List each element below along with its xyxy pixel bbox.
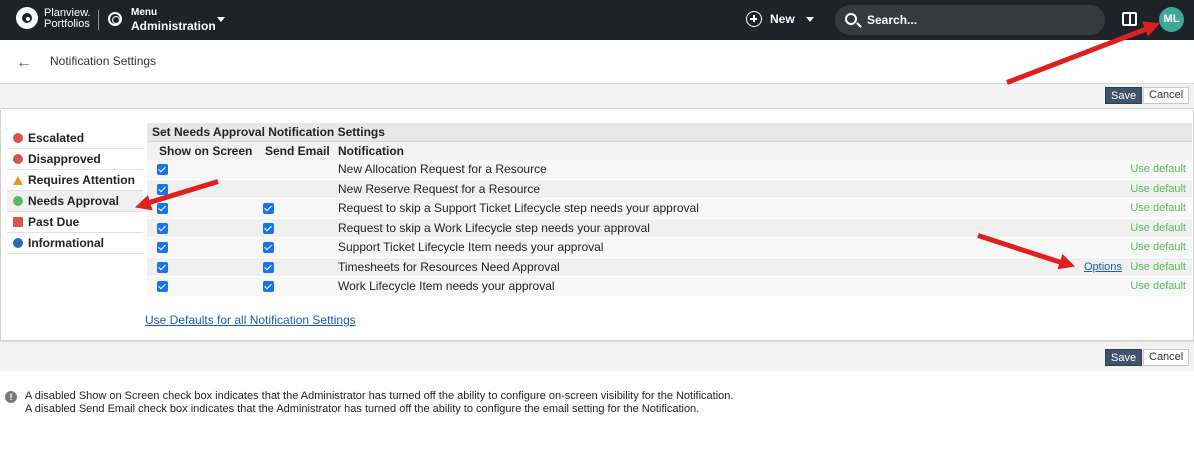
notification-name: Work Lifecycle Item needs your approval: [338, 279, 555, 293]
footer-note-line-2: A disabled Send Email check box indicates that the Administrator has turned off the ability to configure the email setting for the Notification.: [25, 403, 700, 415]
avatar[interactable]: ML: [1159, 7, 1184, 32]
table-header: [147, 142, 1192, 160]
settings-panel: [0, 110, 1194, 341]
use-default-label: Use default: [1130, 221, 1186, 234]
action-bar-bottom: [0, 341, 1194, 371]
table-row: [147, 258, 1192, 278]
escalated-icon: [13, 133, 23, 143]
page-title: Notification Settings: [50, 54, 157, 68]
sidebar-item-label: Requires Attention: [28, 173, 135, 187]
use-default-label: Use default: [1130, 241, 1186, 253]
table-title: Set Needs Approval Notification Settings: [147, 123, 1192, 142]
show-on-screen-checkbox[interactable]: [157, 184, 168, 195]
disapproved-icon: [13, 154, 23, 164]
cancel-button[interactable]: Cancel: [1143, 87, 1189, 104]
gear-icon[interactable]: [108, 12, 122, 26]
chevron-down-icon: [806, 17, 814, 22]
brand-line-2: Portfolios: [44, 18, 90, 30]
show-on-screen-checkbox[interactable]: [157, 223, 168, 234]
use-defaults-link[interactable]: Use Defaults for all Notification Settings: [145, 313, 356, 327]
divider: [98, 10, 99, 30]
use-default-label: Use default: [1130, 202, 1186, 214]
sidebar-item-informational[interactable]: [7, 233, 143, 254]
use-default-label: Use default: [1130, 280, 1186, 292]
notification-name: Timesheets for Resources Need Approval: [338, 259, 560, 274]
cancel-button[interactable]: Cancel: [1143, 349, 1189, 366]
use-default-label: Use default: [1130, 260, 1186, 273]
notification-name: New Reserve Request for a Resource: [338, 181, 541, 196]
table-row: [147, 160, 1192, 180]
notification-name: Request to skip a Support Ticket Lifecycle step needs your approval: [338, 201, 699, 215]
sidebar-item-label: Needs Approval: [28, 194, 119, 208]
show-on-screen-checkbox[interactable]: [157, 242, 168, 253]
top-bar: [0, 0, 1194, 40]
use-default-label: Use default: [1130, 182, 1186, 195]
new-button-label: New: [770, 12, 795, 26]
sidebar-item-past-due[interactable]: [7, 212, 143, 233]
table-row: [147, 219, 1192, 239]
notification-name: New Allocation Request for a Resource: [338, 162, 547, 176]
exclamation-icon: !: [5, 391, 17, 403]
save-button[interactable]: Save: [1105, 349, 1142, 366]
show-on-screen-checkbox[interactable]: [157, 262, 168, 273]
back-arrow-icon[interactable]: ←: [16, 54, 32, 71]
menu-label[interactable]: Menu: [131, 7, 158, 18]
planview-logo-icon[interactable]: [16, 7, 38, 29]
search-input[interactable]: [867, 12, 1087, 28]
send-email-checkbox[interactable]: [263, 203, 274, 214]
notification-name: Support Ticket Lifecycle Item needs your approval: [338, 240, 604, 254]
save-button[interactable]: Save: [1105, 87, 1142, 104]
menu-value[interactable]: Administration: [131, 19, 216, 33]
footer-note-line-1: A disabled Show on Screen check box indicates that the Administrator has turned off the ability to configure on-screen visibility for the Notification.: [25, 390, 734, 402]
send-email-checkbox[interactable]: [263, 262, 274, 273]
show-on-screen-checkbox[interactable]: [157, 203, 168, 214]
sidebar-item-label: Informational: [28, 236, 105, 250]
brand-name[interactable]: [44, 8, 90, 30]
check-circle-icon: [13, 196, 23, 206]
options-link[interactable]: Options: [1084, 260, 1122, 273]
sidebar-item-label: Escalated: [28, 131, 85, 145]
info-icon: [13, 238, 23, 248]
sidebar-item-label: Disapproved: [28, 152, 101, 166]
book-icon[interactable]: [1122, 12, 1137, 26]
calendar-icon: [13, 217, 23, 227]
column-header-notification: Notification: [338, 144, 404, 158]
search-box[interactable]: [835, 5, 1105, 35]
use-default-label: Use default: [1130, 163, 1186, 175]
sidebar-item-requires-attention[interactable]: [7, 170, 143, 191]
action-bar-top: [0, 84, 1194, 109]
category-sidebar: [7, 128, 143, 254]
plus-icon: [746, 11, 762, 27]
brand-line-1: Planview.: [44, 7, 91, 19]
show-on-screen-checkbox[interactable]: [157, 281, 168, 292]
send-email-checkbox[interactable]: [263, 281, 274, 292]
warning-icon: [13, 176, 23, 185]
sidebar-item-disapproved[interactable]: [7, 149, 143, 170]
sidebar-item-needs-approval[interactable]: [7, 191, 143, 212]
search-icon: [845, 13, 857, 25]
sidebar-item-escalated[interactable]: [7, 128, 143, 149]
send-email-checkbox[interactable]: [263, 242, 274, 253]
column-header-show: Show on Screen: [159, 144, 253, 158]
column-header-email: Send Email: [265, 144, 330, 158]
table-row: [147, 277, 1192, 297]
chevron-down-icon[interactable]: [217, 17, 225, 22]
sidebar-item-label: Past Due: [28, 215, 80, 229]
show-on-screen-checkbox[interactable]: [157, 164, 168, 175]
notification-settings-table: [147, 123, 1192, 297]
table-row: [147, 180, 1192, 200]
table-row: [147, 199, 1192, 219]
notification-name: Request to skip a Work Lifecycle step needs your approval: [338, 220, 650, 235]
send-email-checkbox[interactable]: [263, 223, 274, 234]
